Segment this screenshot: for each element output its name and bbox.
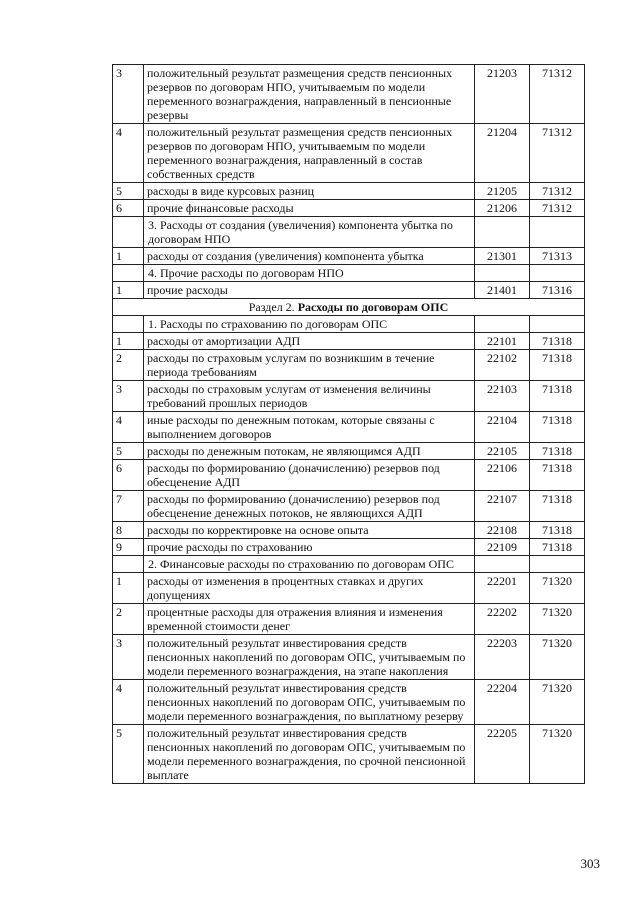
empty-cell — [530, 265, 585, 282]
table-row — [113, 333, 585, 350]
table-row — [113, 573, 585, 604]
row-description: расходы от создания (увеличения) компонента убытка — [144, 248, 475, 265]
row-description: положительный результат инвестирования средств пенсионных накоплений по договорам ОПС, учитываемым по модели переменного вознаграждения, на этапе накопления — [144, 635, 475, 680]
row-number: 2 — [113, 604, 144, 635]
symbol-code: 71318 — [530, 522, 585, 539]
subsection-row — [113, 316, 585, 333]
symbol-code: 71320 — [530, 680, 585, 725]
accounts-table — [112, 64, 585, 784]
subsection-heading: 4. Прочие расходы по договорам НПО — [144, 265, 475, 282]
subsection-row — [113, 265, 585, 282]
row-description: расходы по страховым услугам от изменения величины требований прошлых периодов — [144, 381, 475, 412]
row-number: 5 — [113, 443, 144, 460]
row-number: 1 — [113, 282, 144, 299]
table-row — [113, 522, 585, 539]
row-description: расходы от изменения в процентных ставках и других допущениях — [144, 573, 475, 604]
account-code: 21206 — [475, 200, 530, 217]
table-row — [113, 65, 585, 124]
symbol-code: 71318 — [530, 412, 585, 443]
symbol-code: 71318 — [530, 350, 585, 381]
row-number: 4 — [113, 124, 144, 183]
empty-cell — [475, 217, 530, 248]
table-row — [113, 282, 585, 299]
table-row — [113, 381, 585, 412]
row-description: прочие финансовые расходы — [144, 200, 475, 217]
subsection-row — [113, 217, 585, 248]
row-description: прочие расходы — [144, 282, 475, 299]
row-number: 3 — [113, 635, 144, 680]
account-code: 22105 — [475, 443, 530, 460]
symbol-code: 71312 — [530, 124, 585, 183]
account-code: 22205 — [475, 725, 530, 784]
row-number: 6 — [113, 200, 144, 217]
account-code: 22204 — [475, 680, 530, 725]
empty-cell — [530, 217, 585, 248]
row-number: 1 — [113, 248, 144, 265]
row-description: расходы по формированию (доначислению) резервов под обесценение денежных потоков, не являющихся АДП — [144, 491, 475, 522]
table-row — [113, 350, 585, 381]
section-prefix: Раздел 2. — [248, 300, 298, 314]
row-number: 4 — [113, 412, 144, 443]
symbol-code: 71318 — [530, 381, 585, 412]
row-number: 4 — [113, 680, 144, 725]
empty-cell — [475, 265, 530, 282]
table-row — [113, 200, 585, 217]
row-number: 1 — [113, 333, 144, 350]
account-code: 22104 — [475, 412, 530, 443]
accounts-table-body — [113, 65, 585, 784]
symbol-code: 71312 — [530, 200, 585, 217]
row-number: 1 — [113, 573, 144, 604]
row-description: положительный результат размещения средств пенсионных резервов по договорам НПО, учитываемым по модели переменного вознаграждения, направленный в состав собственных средств — [144, 124, 475, 183]
page-number: 303 — [580, 856, 600, 871]
empty-cell — [530, 556, 585, 573]
section-row — [113, 299, 585, 316]
row-number: 9 — [113, 539, 144, 556]
account-code: 22107 — [475, 491, 530, 522]
row-description: расходы от амортизации АДП — [144, 333, 475, 350]
table-row — [113, 124, 585, 183]
account-code: 22103 — [475, 381, 530, 412]
account-code: 22102 — [475, 350, 530, 381]
empty-cell — [113, 556, 144, 573]
row-number: 6 — [113, 460, 144, 491]
empty-cell — [475, 316, 530, 333]
table-row — [113, 539, 585, 556]
section-title: Расходы по договорам ОПС — [297, 300, 449, 314]
symbol-code: 71318 — [530, 460, 585, 491]
row-description: положительный результат инвестирования средств пенсионных накоплений по договорам ОПС, учитываемым по модели переменного вознаграждения, по выплатному резерву — [144, 680, 475, 725]
row-description: расходы по корректировке на основе опыта — [144, 522, 475, 539]
row-number: 3 — [113, 65, 144, 124]
account-code: 22202 — [475, 604, 530, 635]
account-code: 22201 — [475, 573, 530, 604]
account-code: 22106 — [475, 460, 530, 491]
row-number: 5 — [113, 725, 144, 784]
subsection-row — [113, 556, 585, 573]
symbol-code: 71318 — [530, 491, 585, 522]
table-row — [113, 491, 585, 522]
symbol-code: 71318 — [530, 443, 585, 460]
row-number: 3 — [113, 381, 144, 412]
symbol-code: 71318 — [530, 539, 585, 556]
row-description: положительный результат инвестирования средств пенсионных накоплений по договорам ОПС, учитываемым по модели переменного вознаграждения, по срочной пенсионной выплате — [144, 725, 475, 784]
row-description: прочие расходы по страхованию — [144, 539, 475, 556]
symbol-code: 71316 — [530, 282, 585, 299]
empty-cell — [530, 316, 585, 333]
row-description: положительный результат размещения средств пенсионных резервов по договорам НПО, учитываемым по модели переменного вознаграждения, направленный в пенсионные резервы — [144, 65, 475, 124]
row-description: расходы по денежным потокам, не являющимся АДП — [144, 443, 475, 460]
symbol-code: 71320 — [530, 725, 585, 784]
row-description: расходы по формированию (доначислению) резервов под обесценение АДП — [144, 460, 475, 491]
section-heading — [113, 299, 585, 316]
account-code: 21401 — [475, 282, 530, 299]
account-code: 22203 — [475, 635, 530, 680]
symbol-code: 71320 — [530, 604, 585, 635]
symbol-code: 71320 — [530, 573, 585, 604]
row-description: расходы в виде курсовых разниц — [144, 183, 475, 200]
table-row — [113, 412, 585, 443]
row-number: 7 — [113, 491, 144, 522]
row-description: расходы по страховым услугам по возникшим в течение периода требованиям — [144, 350, 475, 381]
row-description: иные расходы по денежным потокам, которые связаны с выполнением договоров — [144, 412, 475, 443]
table-row — [113, 248, 585, 265]
symbol-code: 71320 — [530, 635, 585, 680]
symbol-code: 71313 — [530, 248, 585, 265]
account-code: 22108 — [475, 522, 530, 539]
account-code: 21203 — [475, 65, 530, 124]
table-row — [113, 443, 585, 460]
table-row — [113, 680, 585, 725]
table-row — [113, 635, 585, 680]
table-row — [113, 460, 585, 491]
row-number: 5 — [113, 183, 144, 200]
table-row — [113, 725, 585, 784]
symbol-code: 71318 — [530, 333, 585, 350]
table-row — [113, 183, 585, 200]
table-row — [113, 604, 585, 635]
empty-cell — [475, 556, 530, 573]
empty-cell — [113, 265, 144, 282]
row-number: 2 — [113, 350, 144, 381]
account-code: 22101 — [475, 333, 530, 350]
row-number: 8 — [113, 522, 144, 539]
subsection-heading: 3. Расходы от создания (увеличения) компонента убытка по договорам НПО — [144, 217, 475, 248]
account-code: 21301 — [475, 248, 530, 265]
account-code: 22109 — [475, 539, 530, 556]
empty-cell — [113, 217, 144, 248]
account-code: 21204 — [475, 124, 530, 183]
subsection-heading: 1. Расходы по страхованию по договорам ОПС — [144, 316, 475, 333]
empty-cell — [113, 316, 144, 333]
subsection-heading: 2. Финансовые расходы по страхованию по договорам ОПС — [144, 556, 475, 573]
row-description: процентные расходы для отражения влияния и изменения временной стоимости денег — [144, 604, 475, 635]
account-code: 21205 — [475, 183, 530, 200]
symbol-code: 71312 — [530, 65, 585, 124]
symbol-code: 71312 — [530, 183, 585, 200]
